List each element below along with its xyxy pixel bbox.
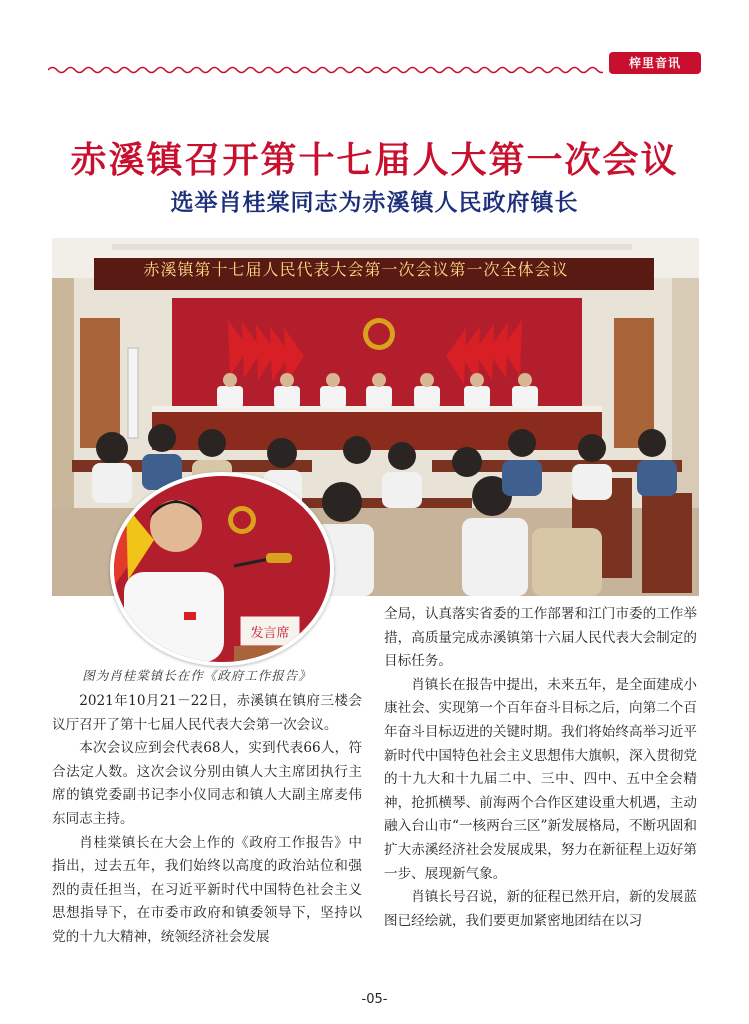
speaker-inset-photo <box>110 472 334 666</box>
paragraph: 2021年10月21－22日，赤溪镇在镇府三楼会议厅召开了第十七届人民代表大会第一次会议。 <box>52 693 362 733</box>
paragraph-continued: 全局，认真落实省委的工作部署和江门市委的工作举措，高质量完成赤溪镇第十六届人民代表大会制定的目标任务。 <box>384 606 697 670</box>
paragraph: 本次会议应到会代表68人，实到代表66人，符合法定人数。这次会议分别由镇人大主席团执行主席的镇党委副书记李小仪同志和镇人大副主席麦伟东同志主持。 <box>52 740 362 827</box>
page-number: -05- <box>361 992 388 1007</box>
section-badge: 梓里音讯 <box>609 52 701 74</box>
paragraph: 肖桂棠镇长在大会上作的《政府工作报告》中指出，过去五年，我们始终以高度的政治站位和强烈的责任担当，在习近平新时代中国特色社会主义思想指导下，在市委市政府和镇委领导下，坚持以党的十九大精神，统领经济社会发展 <box>52 834 362 945</box>
body-column-left <box>52 690 362 950</box>
body-column-right <box>384 603 697 933</box>
photo-caption: 图为肖桂棠镇长在作《政府工作报告》 <box>82 668 312 683</box>
paragraph: 肖镇长号召说，新的征程已然开启，新的发展蓝图已经绘就，我们要更加紧密地团结在以习 <box>384 889 697 929</box>
podium-sign: 发言席 <box>250 626 290 641</box>
article-subtitle: 选举肖桂棠同志为赤溪镇人民政府镇长 <box>170 190 579 216</box>
photo-banner-text: 赤溪镇第十七届人民代表大会第一次会议第一次全体会议 <box>143 260 569 279</box>
header-wave-divider <box>48 64 603 76</box>
paragraph: 肖镇长在报告中提出，未来五年，是全面建成小康社会、实现第一个百年奋斗目标之后，向第二个百年奋斗目标迈进的关键时期。我们将始终高举习近平新时代中国特色社会主义思想伟大旗帜，深入贯彻党的十九大和十九届二中、三中、四中、五中全会精神，抢抓横琴、前海两个合作区建设重大机遇，主动融入台山市“一核两台三区”新发展格局，不断巩固和扩大赤溪经济社会发展成果，努力在新征程上迈好第一步、展现新气象。 <box>384 676 697 882</box>
article-title: 赤溪镇召开第十七届人大第一次会议 <box>70 139 679 181</box>
